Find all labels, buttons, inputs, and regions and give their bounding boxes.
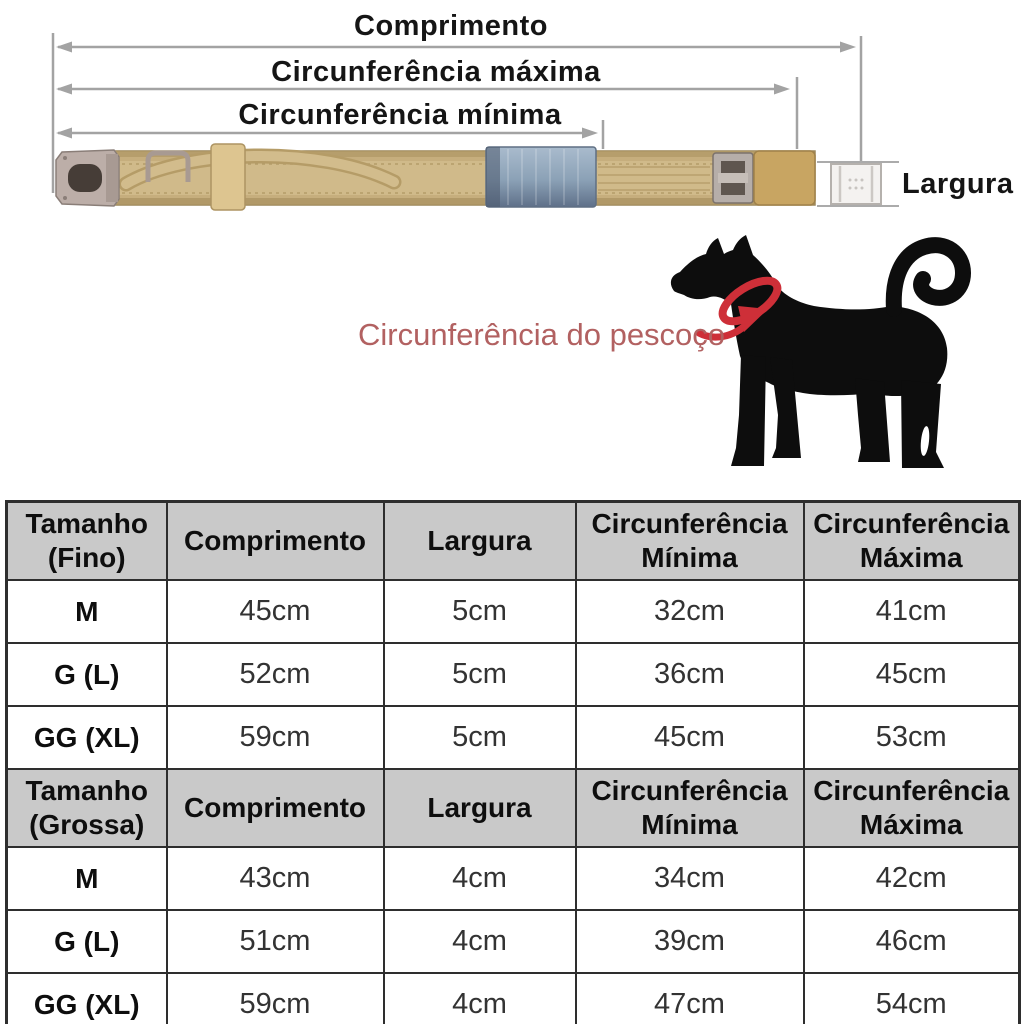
table-row xyxy=(7,706,1020,769)
header-size-fino: Tamanho (Fino) xyxy=(7,502,167,581)
header-width: Largura xyxy=(384,502,576,581)
cell-length: 59cm xyxy=(167,706,384,769)
cell-width: 4cm xyxy=(384,973,576,1024)
cell-circ-min: 47cm xyxy=(576,973,804,1024)
cell-size: GG (XL) xyxy=(7,706,167,769)
size-table xyxy=(5,500,1021,1024)
cell-width: 5cm xyxy=(384,706,576,769)
cell-circ-max: 41cm xyxy=(804,580,1020,643)
cell-circ-max: 54cm xyxy=(804,973,1020,1024)
header-circ-min: Circunferência Mínima xyxy=(576,769,804,847)
neck-circumference-label: Circunferência do pescoço xyxy=(358,317,726,352)
collar-keeper xyxy=(211,144,245,210)
max-circumference-label: Circunferência máxima xyxy=(271,56,601,88)
header-circ-max: Circunferência Máxima xyxy=(804,769,1020,847)
cell-length: 43cm xyxy=(167,847,384,910)
header-length: Comprimento xyxy=(167,502,384,581)
collar-end-tab xyxy=(754,151,815,205)
cell-width: 5cm xyxy=(384,643,576,706)
header-length: Comprimento xyxy=(167,769,384,847)
cell-circ-max: 53cm xyxy=(804,706,1020,769)
collar-buckle xyxy=(56,150,119,206)
cell-circ-max: 46cm xyxy=(804,910,1020,973)
table-row xyxy=(7,643,1020,706)
cell-length: 45cm xyxy=(167,580,384,643)
table-row xyxy=(7,910,1020,973)
table-row xyxy=(7,973,1020,1024)
cell-circ-min: 32cm xyxy=(576,580,804,643)
width-label: Largura xyxy=(902,168,1014,200)
cell-width: 4cm xyxy=(384,847,576,910)
length-label: Comprimento xyxy=(354,10,548,42)
collar-illustration xyxy=(56,144,881,210)
header-size-grossa: Tamanho (Grossa) xyxy=(7,769,167,847)
cell-width: 5cm xyxy=(384,580,576,643)
cell-length: 59cm xyxy=(167,973,384,1024)
cell-size: M xyxy=(7,847,167,910)
cell-size: M xyxy=(7,580,167,643)
cell-circ-min: 39cm xyxy=(576,910,804,973)
header-circ-min: Circunferência Mínima xyxy=(576,502,804,581)
header-circ-max: Circunferência Máxima xyxy=(804,502,1020,581)
collar-adjuster xyxy=(713,153,753,203)
cell-length: 52cm xyxy=(167,643,384,706)
cell-size: GG (XL) xyxy=(7,973,167,1024)
cell-circ-min: 45cm xyxy=(576,706,804,769)
table-header-row-fino xyxy=(7,502,1020,581)
cell-circ-min: 36cm xyxy=(576,643,804,706)
width-buckle xyxy=(831,164,881,204)
table-row xyxy=(7,580,1020,643)
cell-circ-max: 45cm xyxy=(804,643,1020,706)
cell-width: 4cm xyxy=(384,910,576,973)
min-circumference-label: Circunferência mínima xyxy=(238,99,562,131)
cell-size: G (L) xyxy=(7,643,167,706)
table-header-row-grossa xyxy=(7,769,1020,847)
collar-sleeve xyxy=(486,147,596,207)
cell-circ-min: 34cm xyxy=(576,847,804,910)
header-width: Largura xyxy=(384,769,576,847)
cell-length: 51cm xyxy=(167,910,384,973)
cell-size: G (L) xyxy=(7,910,167,973)
table-row xyxy=(7,847,1020,910)
cell-circ-max: 42cm xyxy=(804,847,1020,910)
